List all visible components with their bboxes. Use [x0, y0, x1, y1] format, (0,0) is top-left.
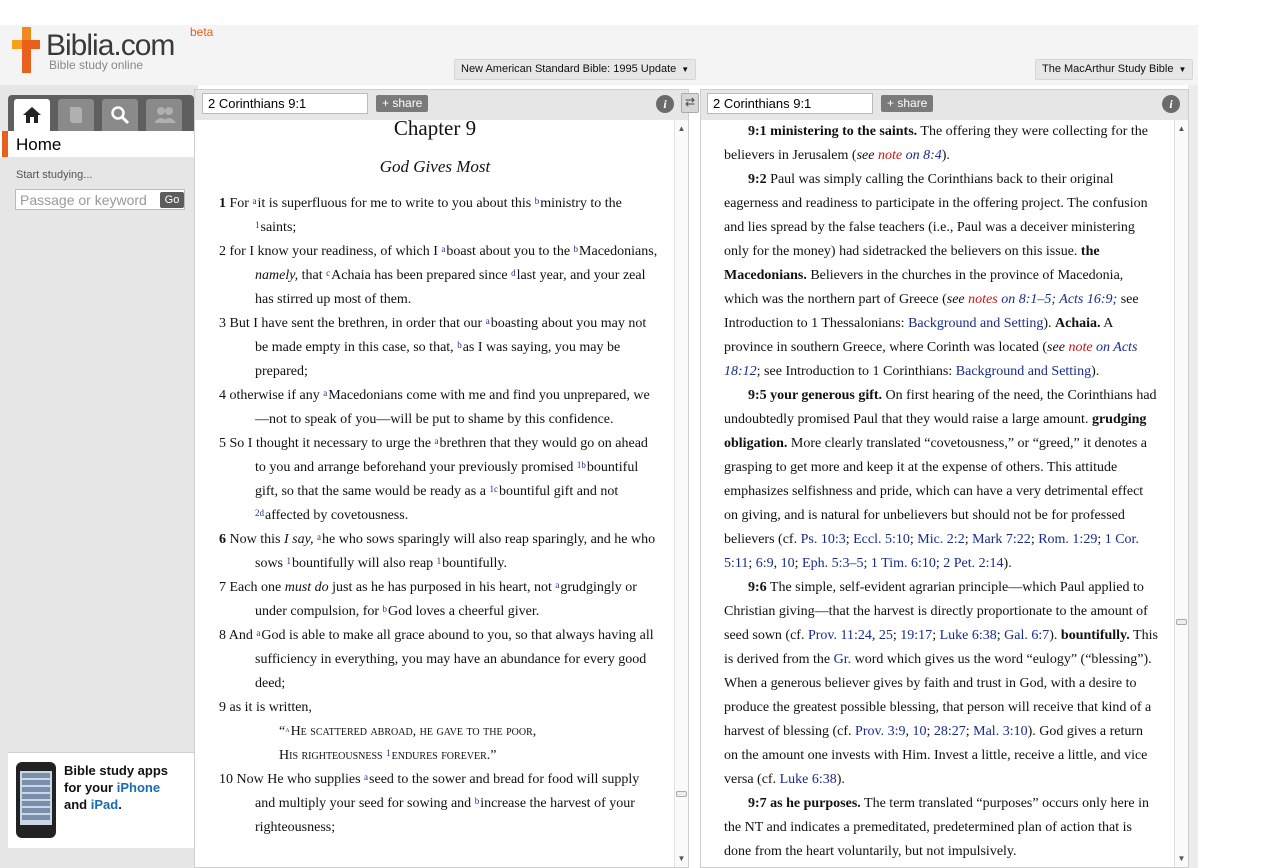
logo-tagline: Bible study online — [49, 58, 144, 72]
study-note: 9:5 your generous gift. On first hearing of the need, the Corinthians had undoubtedly promised Paul that they would raise a large amount. grudging obligation. More clearly translated “covetousness,” or “greed,” it denotes a grasping to get more and keep it at the expense of others. This attitude emphasizes selfishness and pride, which can have a very detrimental effect on giving, and is natural for unbelievers but should not be for professed believers (cf. Ps. 10:3; Eccl. 5:10; Mic. 2:2; Mark 7:22; Rom. 1:29; 1 Cor. 5:11; 6:9, 10; Eph. 5:3–5; 1 Tim. 6:10; 2 Pet. 2:14). — [724, 388, 1157, 571]
chevron-down-icon: ▼ — [681, 65, 690, 74]
reference-input[interactable] — [202, 93, 368, 114]
book-icon — [66, 105, 86, 125]
verse-quote: “$^a$He scattered abroad, he gave to the poor, — [279, 724, 537, 739]
verse: 1 For $^a$it is superfluous for me to write to you about this $^b$ministry to the $^1$saints; — [219, 196, 622, 235]
sidebar-item-label: Home — [16, 135, 62, 154]
chevron-down-icon: ▼ — [1178, 65, 1187, 74]
commentary-pane — [700, 89, 1189, 868]
bible-text — [195, 120, 674, 867]
people-icon — [154, 105, 176, 125]
commentary-scrollbar[interactable] — [1174, 120, 1188, 867]
tab-search[interactable] — [102, 99, 138, 131]
swap-panes-icon[interactable]: ⇄ — [681, 93, 699, 113]
tab-community[interactable] — [146, 99, 182, 131]
commentary-text — [701, 120, 1174, 867]
share-button[interactable]: + share — [376, 95, 428, 112]
scroll-up-icon[interactable]: ▲ — [1177, 124, 1186, 133]
scroll-down-icon[interactable]: ▼ — [677, 854, 686, 863]
logo-wordmark: Biblia.com — [46, 29, 175, 62]
bible-pane — [194, 89, 689, 868]
sidebar-tabs — [8, 95, 194, 131]
verse-quote: His righteousness $^1$endures forever.” — [279, 748, 497, 763]
search-icon — [110, 105, 130, 125]
info-icon[interactable]: i — [656, 95, 674, 113]
section-heading: God Gives Most — [379, 157, 491, 176]
right-gutter — [1188, 85, 1198, 868]
promo-line-3: and — [64, 797, 91, 812]
verse: 10 Now He who supplies $^a$seed to the sower and bread for food will supply and multiply your seed for sowing and $^b$increase the harvest of your righteousness; — [219, 772, 640, 835]
right-version-label: The MacArthur Study Bible — [1042, 63, 1174, 75]
commentary-pane-toolbar — [701, 90, 1188, 120]
promo-period: . — [118, 797, 122, 812]
info-icon[interactable]: i — [1162, 95, 1180, 113]
mobile-apps-promo[interactable] — [8, 752, 194, 848]
study-note: 9:2 Paul was simply calling the Corinthians back to their original eagerness and readiness to participate in the offering project. The confusion and lies spread by the false teachers (i.e., Paul was a deceiver ministering only for the money) had sidetracked the believers on this issue. the Macedonians. Believers in the churches in the province of Macedonia, which was the northern part of Greece (see notes on 8:1–5; Acts 16:9; see Introduction to 1 Thessalonians: Background and Setting). Achaia. A province in southern Greece, where Corinth was located (see note on Acts 18:12; see Introduction to 1 Corinthians: Background and Setting). — [724, 172, 1148, 379]
active-indicator — [2, 131, 8, 157]
promo-line-2: for your — [64, 780, 117, 795]
bible-pane-toolbar — [195, 90, 688, 120]
verse-list — [219, 192, 659, 840]
tab-home[interactable] — [14, 99, 50, 131]
promo-line-1: Bible study apps — [64, 763, 169, 778]
beta-label: beta — [190, 25, 214, 39]
sidebar-item-home[interactable] — [0, 131, 194, 157]
verse: 4 otherwise if any $^a$Macedonians come with me and find you unprepared, we—not to speak of you—will be put to shame by this confidence. — [219, 388, 650, 427]
scroll-up-icon[interactable]: ▲ — [677, 124, 686, 133]
study-note: 9:6 The simple, self-evident agrarian principle—which Paul applied to Christian giving—that the harvest is directly proportionate to the amount of seed sown (cf. Prov. 11:24, 25; 19:17; Luke 6:38; Gal. 6:7). bountifully. This is derived from the Gr. word which gives us the word “eulogy” (“blessing”). When a generous believer gives by faith and trust in God, with a desire to produce the greatest possible blessing, that person will receive that kind of a harvest of blessing (cf. Prov. 3:9, 10; 28:27; Mal. 3:10). God gives a return on the amount one invests with Him. Invest a little, receive a little, and vice versa (cf. Luke 6:38). — [724, 580, 1158, 787]
left-version-label: New American Standard Bible: 1995 Update — [461, 63, 677, 75]
bible-scrollbar[interactable] — [674, 120, 688, 867]
right-version-select[interactable] — [1035, 59, 1193, 80]
biblia-logo[interactable] — [12, 27, 212, 77]
chapter-heading: Chapter 9 — [393, 120, 477, 140]
scroll-thumb[interactable] — [676, 791, 687, 797]
verse: 7 Each one must do just as he has purposed in his heart, not $^a$grudgingly or under compulsion, for $^b$God loves a cheerful giver. — [219, 580, 637, 619]
scroll-thumb[interactable] — [1176, 619, 1187, 625]
start-studying-label: Start studying... — [16, 169, 93, 181]
verse: 9 as it is written, — [219, 700, 312, 715]
verse: 3 But I have sent the brethren, in order that our $^a$boasting about you may not be made empty in this case, so that, $^b$as I was saying, you may be prepared; — [219, 316, 647, 379]
iphone-link[interactable]: iPhone — [116, 780, 161, 795]
go-button[interactable]: Go — [160, 192, 184, 208]
verse: 6 Now this I say, $^a$he who sows sparingly will also reap sparingly, and he who sows $^1$bountifully will also reap $^1$bountifully. — [219, 532, 656, 571]
verse: 2 for I know your readiness, of which I $^a$boast about you to the $^b$Macedonians, namely, that $^c$Achaia has been prepared since $^d$last year, and your zeal has stirred up most of them. — [219, 244, 658, 307]
scroll-down-icon[interactable]: ▼ — [1177, 854, 1186, 863]
study-notes — [724, 120, 1160, 864]
left-version-select[interactable] — [454, 59, 696, 80]
verse: 8 And $^a$God is able to make all grace abound to you, so that always having all sufficiency in everything, you may have an abundance for every good deed; — [219, 628, 654, 691]
tab-library[interactable] — [58, 99, 94, 131]
home-icon — [22, 105, 42, 125]
iphone-icon — [16, 762, 56, 838]
study-note: 9:1 ministering to the saints. The offering they were collecting for the believers in Jerusalem (see note on 8:4). — [724, 124, 1148, 163]
verse: 5 So I thought it necessary to urge the $^a$brethren that they would go on ahead to you and arrange beforehand your previously promised $^{1b}$bountiful gift, so that the same would be ready as a $^{1c}$bountiful gift and not $^{2d}$affected by covetousness. — [219, 436, 648, 523]
reference-input[interactable] — [707, 93, 873, 114]
study-note: 9:7 as he purposes. The term translated “purposes” occurs only here in the NT and indicates a premeditated, predetermined plan of action that is done from the heart voluntarily, but not impulsively. — [724, 796, 1149, 859]
promo-text — [64, 762, 168, 813]
logo-cross-icon — [12, 27, 40, 73]
ipad-link[interactable]: iPad — [90, 797, 119, 812]
share-button[interactable]: + share — [881, 95, 933, 112]
